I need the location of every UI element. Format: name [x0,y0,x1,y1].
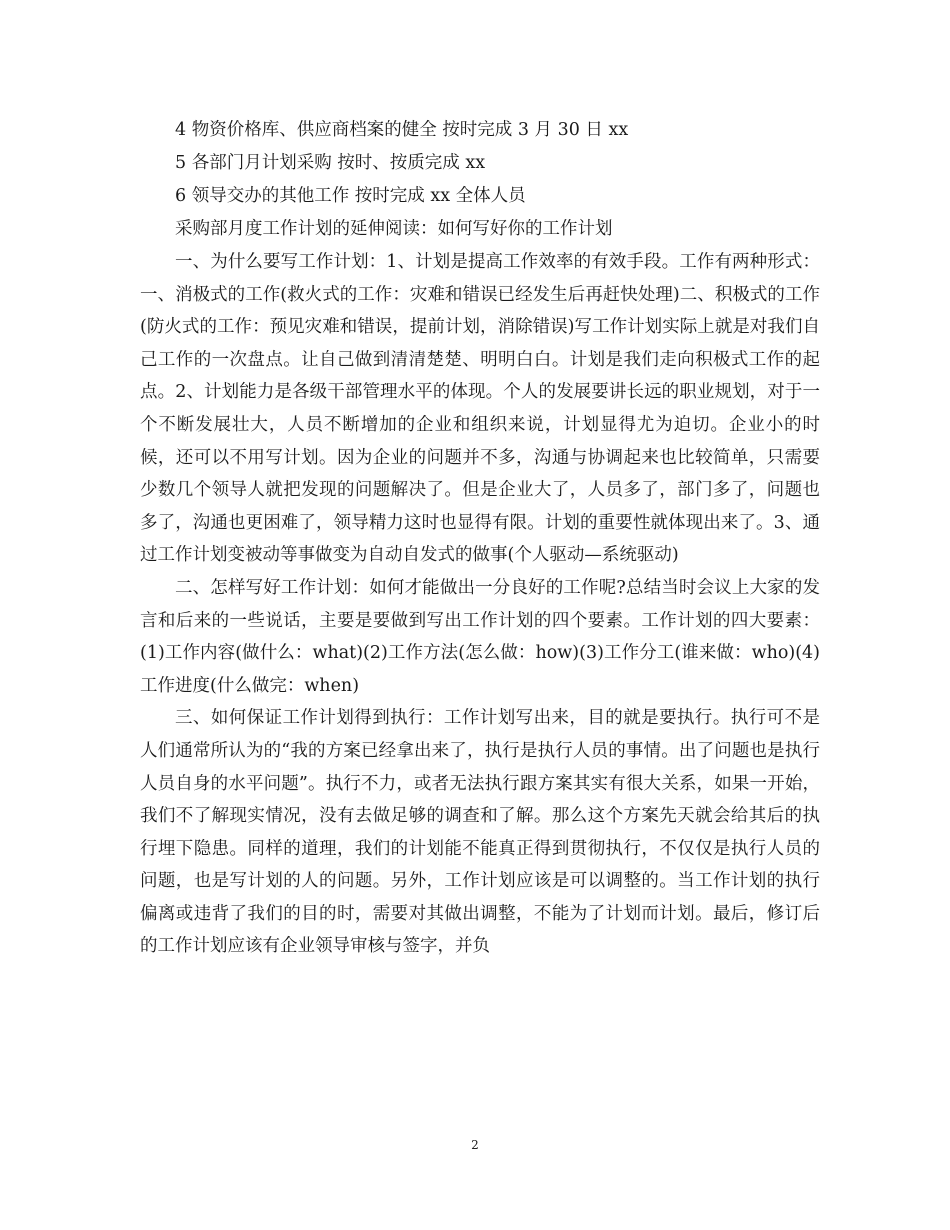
list-item: 4 物资价格库、供应商档案的健全 按时完成 3 月 30 日 xx [175,120,629,140]
page-number: 2 [471,1138,479,1152]
paragraph-how-to-write: 二、怎样写好工作计划：如何才能做出一分良好的工作呢?总结当时会议上大家的发言和后来的一些说话，主要是要做到写出工作计划的四个要素。工作计划的四大要素：(1)工作内容(做什么：what)(2)工作方法(怎么做：how)(3)工作分工(谁来做：who)(4)工作进度(什么做完：when) [140,577,820,696]
document-body [140,114,820,963]
paragraph-execution: 三、如何保证工作计划得到执行：工作计划写出来，目的就是要执行。执行可不是人们通常所认为的“我的方案已经拿出来了，执行是执行人员的事情。出了问题也是执行人员自身的水平问题”。执行不力，或者无法执行跟方案其实有很大关系，如果一开始，我们不了解现实情况，没有去做足够的调查和了解。那么这个方案先天就会给其后的执行埋下隐患。同样的道理，我们的计划能不能真正得到贯彻执行，不仅仅是执行人员的问题，也是写计划的人的问题。另外，工作计划应该是可以调整的。当工作计划的执行偏离或违背了我们的目的时，需要对其做出调整，不能为了计划而计划。最后，修订后的工作计划应该有企业领导审核与签字，并负 [140,708,820,957]
list-item: 5 各部门月计划采购 按时、按质完成 xx [175,153,486,173]
paragraph-why-plan: 一、为什么要写工作计划：1、计划是提高工作效率的有效手段。工作有两种形式：一、消极式的工作(救火式的工作：灾难和错误已经发生后再赶快处理)二、积极式的工作(防火式的工作：预见灾难和错误，提前计划，消除错误)写工作计划实际上就是对我们自己工作的一次盘点。让自己做到清清楚楚、明明白白。计划是我们走向积极式工作的起点。2、计划能力是各级干部管理水平的体现。个人的发展要讲长远的职业规划，对于一个不断发展壮大，人员不断增加的企业和组织来说，计划显得尤为迫切。企业小的时候，还可以不用写计划。因为企业的问题并不多，沟通与协调起来也比较简单，只需要少数几个领导人就把发现的问题解决了。但是企业大了，人员多了，部门多了，问题也多了，沟通也更困难了，领导精力这时也显得有限。计划的重要性就体现出来了。3、通过工作计划变被动等事做变为自动自发式的做事(个人驱动—系统驱动) [140,252,820,566]
reading-title: 采购部月度工作计划的延伸阅读：如何写好你的工作计划 [175,219,613,239]
list-item: 6 领导交办的其他工作 按时完成 xx 全体人员 [175,186,526,206]
